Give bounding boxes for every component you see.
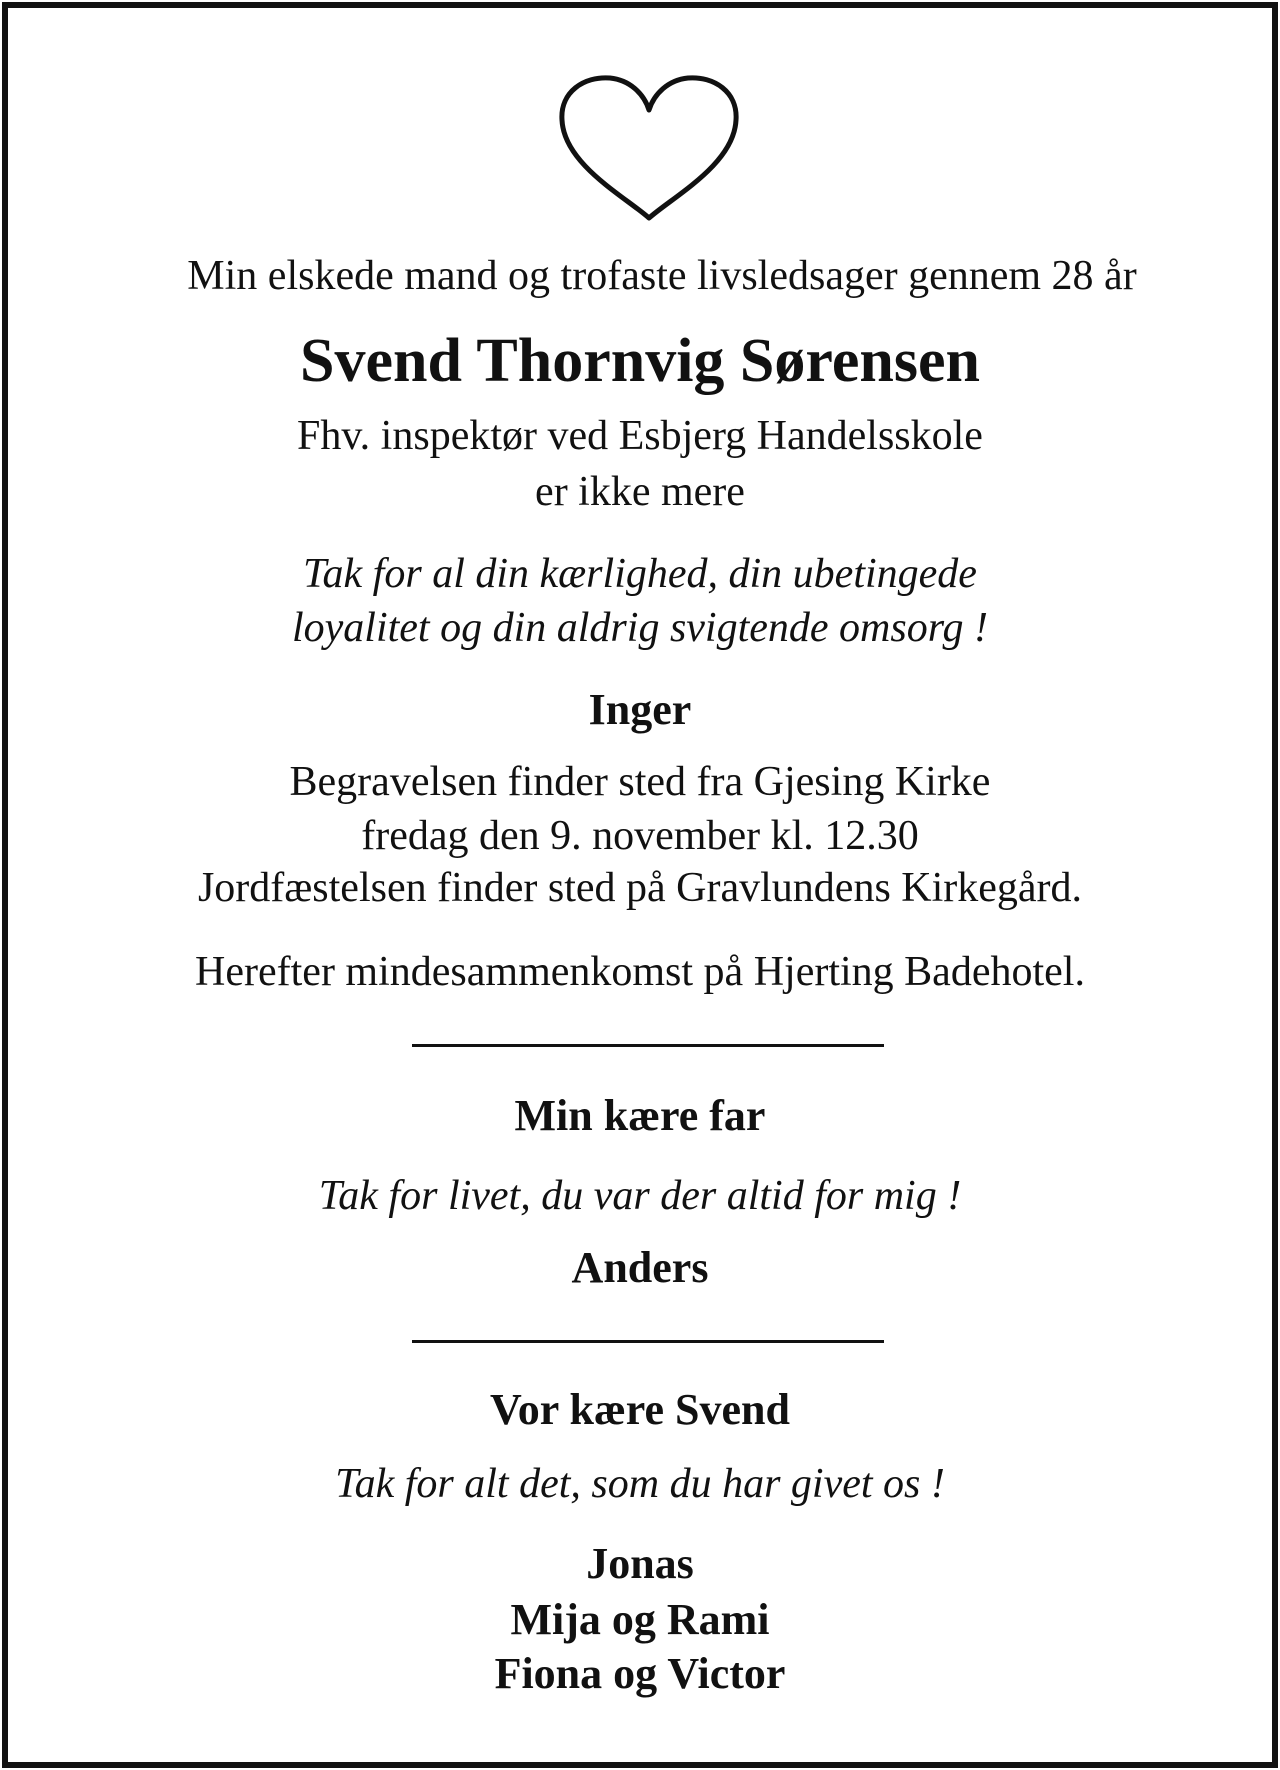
- occupation-line: Fhv. inspektør ved Esbjerg Handelsskole: [297, 413, 983, 459]
- gathering-line: Herefter mindesammenkomst på Hjerting Badehotel.: [195, 949, 1085, 995]
- status-line: er ikke mere: [535, 469, 745, 515]
- deceased-name: Svend Thornvig Sørensen: [300, 327, 980, 395]
- funeral-line-1: Begravelsen finder sted fra Gjesing Kirke: [289, 759, 991, 805]
- funeral-line-2: fredag den 9. november kl. 12.30: [361, 813, 919, 859]
- signer-anders: Anders: [571, 1243, 709, 1292]
- section-3-heading: Vor kære Svend: [490, 1385, 790, 1434]
- section-3-tribute: Tak for alt det, som du har givet os !: [335, 1461, 945, 1507]
- signer-fiona-victor: Fiona og Victor: [494, 1649, 786, 1698]
- signer-inger: Inger: [588, 685, 692, 734]
- funeral-line-3: Jordfæstelsen finder sted på Gravlundens Kirkegård.: [197, 865, 1083, 911]
- section-2-heading: Min kære far: [514, 1091, 766, 1140]
- intro-line: Min elskede mand og trofaste livsledsager gennem 28 år: [187, 253, 1137, 299]
- tribute-line-1: Tak for al din kærlighed, din ubetingede: [303, 551, 977, 597]
- tribute-line-2: loyalitet og din aldrig svigtende omsorg !: [291, 605, 989, 651]
- section-2-tribute: Tak for livet, du var der altid for mig !: [318, 1173, 962, 1219]
- divider-2: [412, 1340, 884, 1343]
- signer-jonas: Jonas: [586, 1539, 694, 1588]
- heart-icon: [554, 72, 744, 226]
- divider-1: [412, 1044, 884, 1047]
- obituary-frame: [2, 2, 1278, 1768]
- signer-mija-rami: Mija og Rami: [510, 1595, 770, 1644]
